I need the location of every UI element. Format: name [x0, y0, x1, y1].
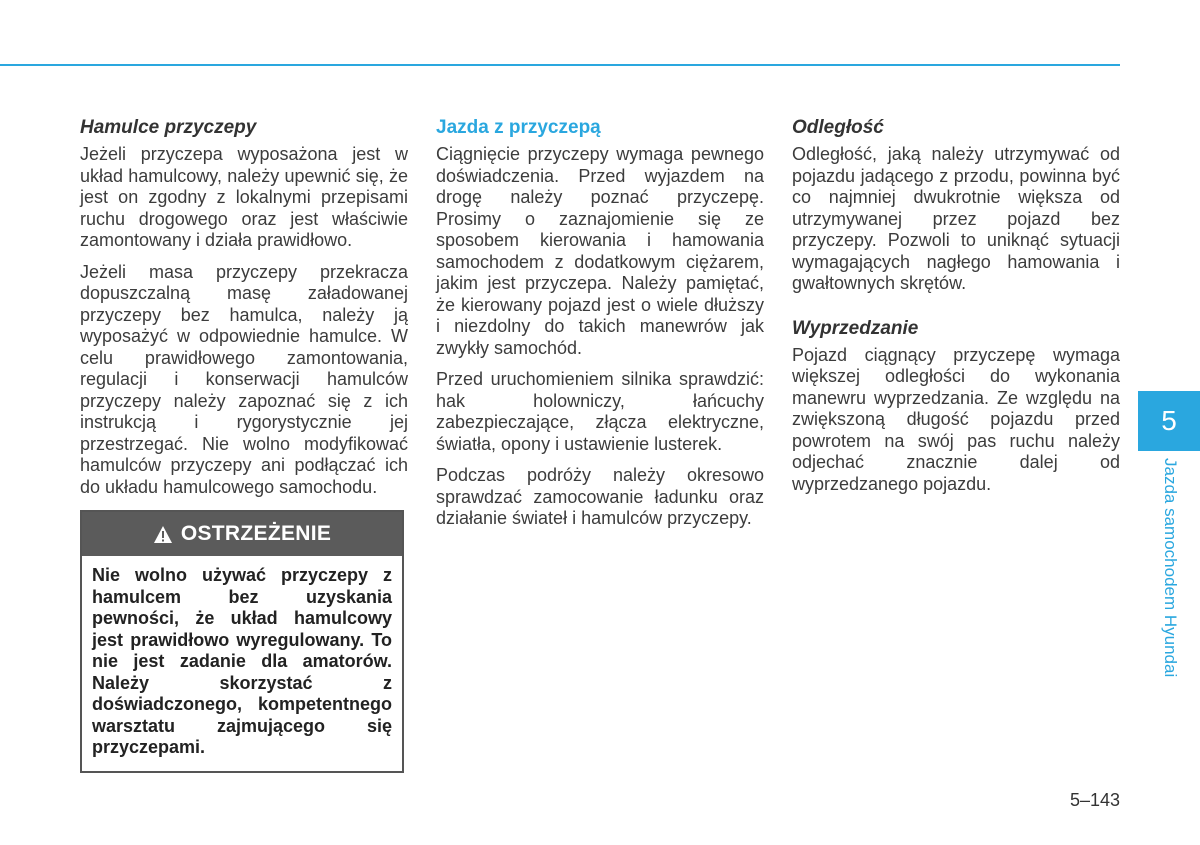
page-number: 5–143 [1069, 790, 1120, 810]
warning-header [82, 512, 402, 556]
chapter-number-tab: 5 [1138, 391, 1200, 451]
top-rule [0, 64, 1120, 66]
paragraph-trailer-brakes-1: Jeżeli przyczepa wyposażona jest w układ hamulcowy, należy upewnić się, że jest on zgodny z lokalnymi przepisami ruchu drogowego oraz jest właściwie zamontowany i działa prawidłowo. [80, 144, 408, 250]
heading-distance: Odległość [792, 117, 884, 138]
warning-box [80, 510, 404, 773]
paragraph-driving-2: Przed uruchomieniem silnika sprawdzić: hak holowniczy, łańcuchy zabezpieczające, złącza elektryczne, światła, opony i ustawienie lusterek. [436, 369, 764, 454]
heading-trailer-brakes: Hamulce przyczepy [80, 117, 257, 138]
warning-triangle-icon [153, 525, 173, 544]
heading-driving-with-trailer: Jazda z przyczepą [436, 117, 601, 138]
warning-text: Nie wolno używać przyczepy z hamulcem bez uzyskania pewności, że układ hamulcowy jest prawidłowo wyregulowany. To nie jest zadanie dla amatorów. Należy skorzystać z doświadczonego, kompetentnego warsztatu zajmującego się przyczepami. [92, 565, 392, 757]
column-2 [436, 116, 764, 540]
paragraph-trailer-brakes-2: Jeżeli masa przyczepy przekracza dopuszczalną masę załadowanej przyczepy bez hamulca, należy ją wyposażyć w odpowiednie hamulce. W celu prawidłowego zamontowania, regulacji i konserwacji hamulców przyczepy należy zapoznać się z ich instrukcją i rygorystycznie jej przestrzegać. Nie wolno modyfikować hamulców przyczepy ani podłączać ich do układu hamulcowego samochodu. [80, 261, 408, 497]
paragraph-distance: Odległość, jaką należy utrzymywać od pojazdu jadącego z przodu, powinna być co najmniej dwukrotnie większa od utrzymywanej przez pojazd bez przyczepy. Pozwoli to uniknąć sytuacji wymagających nagłego hamowania i gwałtownych skrętów. [792, 144, 1120, 293]
paragraph-driving-1: Ciągnięcie przyczepy wymaga pewnego doświadczenia. Przed wyjazdem na drogę należy poznać przyczepę. Prosimy o zaznajomienie się ze sposobem kierowania i hamowania samochodem z dodatkowym ciężarem, jakim jest przyczepa. Należy pamiętać, że kierowany pojazd jest o wiele dłuższy i niezdolny do takich manewrów jak zwykły samochód. [436, 144, 764, 358]
paragraph-overtaking: Pojazd ciągnący przyczepę wymaga większej odległości do wykonania manewru wyprzedzania. Ze względu na zwiększoną długość pojazdu przed powrotem na swój pas ruchu należy odjechać znacznie dalej od wyprzedzanego pojazdu. [792, 344, 1120, 494]
warning-title: OSTRZEŻENIE [180, 522, 332, 545]
heading-overtaking: Wyprzedzanie [792, 317, 919, 339]
column-1 [80, 116, 408, 773]
column-3 [792, 116, 1120, 505]
chapter-title: Jazda samochodem Hyundai [1161, 458, 1180, 678]
paragraph-driving-3: Podczas podróży należy okresowo sprawdzać zamocowanie ładunku oraz działanie świateł i hamulców przyczepy. [436, 465, 764, 528]
